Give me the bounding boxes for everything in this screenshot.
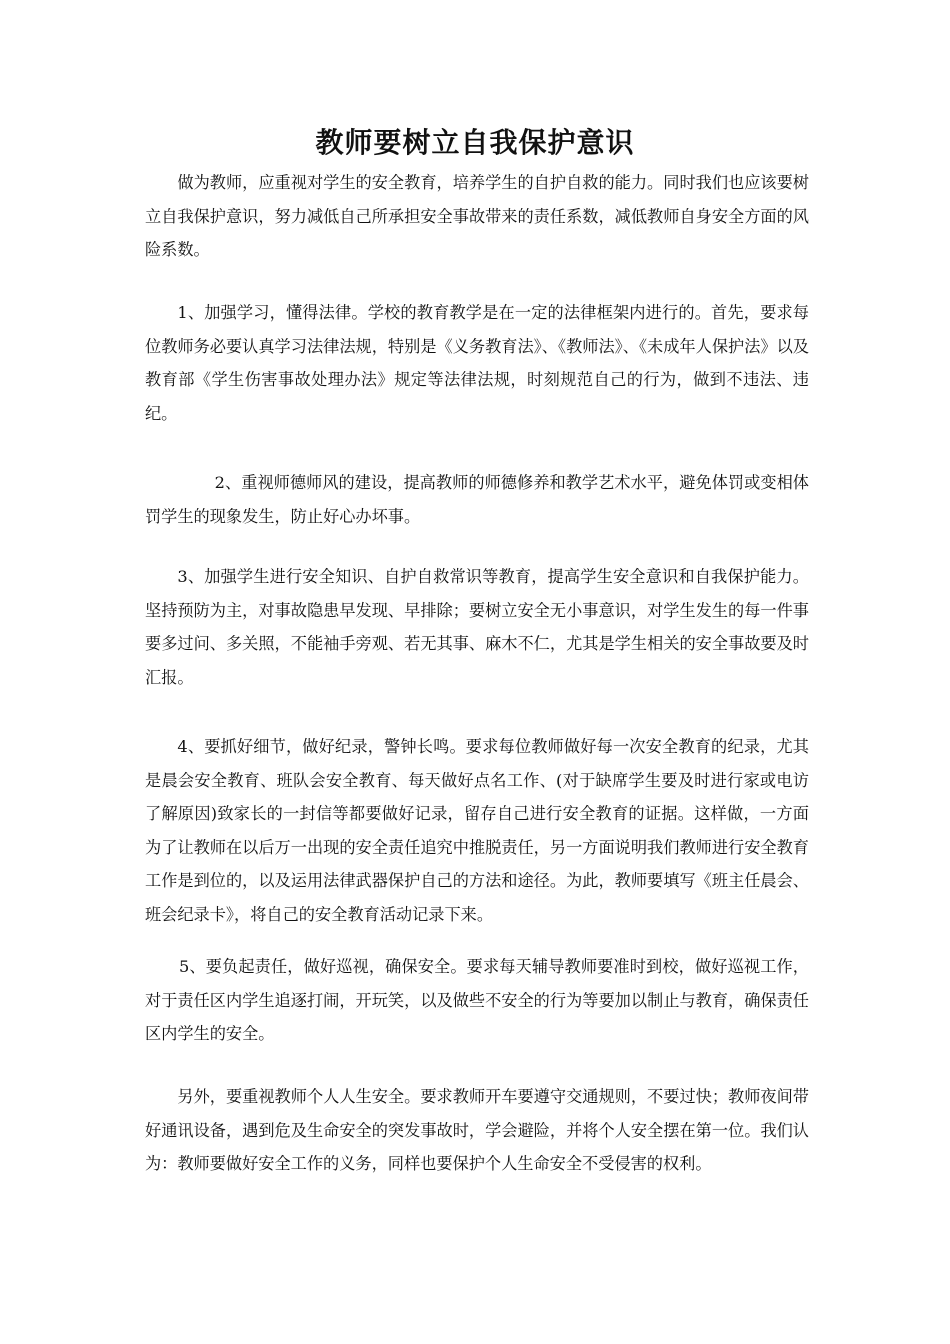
paragraph-point-1: 1、加强学习，懂得法律。学校的教育教学是在一定的法律框架内进行的。首先，要求每位教师务必要认真学习法律法规，特别是《义务教育法》、《教师法》、《未成年人保护法》以及教育部《学生伤害事故处理办法》规定等法律法规，时刻规范自己的行为，做到不违法、违纪。 xyxy=(145,303,809,423)
paragraph-point-5: 5、要负起责任，做好巡视，确保安全。要求每天辅导教师要准时到校，做好巡视工作，对于责任区内学生追逐打闹，开玩笑，以及做些不安全的行为等要加以制止与教育，确保责任区内学生的安全。 xyxy=(145,957,809,1043)
paragraph-point-2: 2、重视师德师风的建设，提高教师的师德修养和教学艺术水平，避免体罚或变相体罚学生的现象发生，防止好心办坏事。 xyxy=(145,473,809,526)
paragraph-point-4: 4、要抓好细节，做好纪录，警钟长鸣。要求每位教师做好每一次安全教育的纪录，尤其是晨会安全教育、班队会安全教育、每天做好点名工作、(对于缺席学生要及时进行家或电访了解原因)致家长的一封信等都要做好记录，留存自己进行安全教育的证据。这样做，一方面为了让教师在以后万一出现的安全责任追究中推脱责任，另一方面说明我们教师进行安全教育工作是到位的，以及运用法律武器保护自己的方法和途径。为此，教师要填写《班主任晨会、班会纪录卡》，将自己的安全教育活动记录下来。 xyxy=(145,737,809,924)
paragraph-point-3: 3、加强学生进行安全知识、自护自救常识等教育，提高学生安全意识和自我保护能力。坚持预防为主，对事故隐患早发现、早排除；要树立安全无小事意识，对学生发生的每一件事要多过问、多关照，不能袖手旁观、若无其事、麻木不仁，尤其是学生相关的安全事故要及时汇报。 xyxy=(145,567,809,687)
closing-paragraph: 另外，要重视教师个人人生安全。要求教师开车要遵守交通规则，不要过快；教师夜间带好通讯设备，遇到危及生命安全的突发事故时，学会避险，并将个人安全摆在第一位。我们认为：教师要做好安全工作的义务，同样也要保护个人生命安全不受侵害的权利。 xyxy=(145,1087,809,1173)
document-title: 教师要树立自我保护意识 xyxy=(315,125,635,159)
intro-paragraph: 做为教师，应重视对学生的安全教育，培养学生的自护自救的能力。同时我们也应该要树立自我保护意识，努力减低自己所承担安全事故带来的责任系数，减低教师自身安全方面的风险系数。 xyxy=(145,173,809,259)
